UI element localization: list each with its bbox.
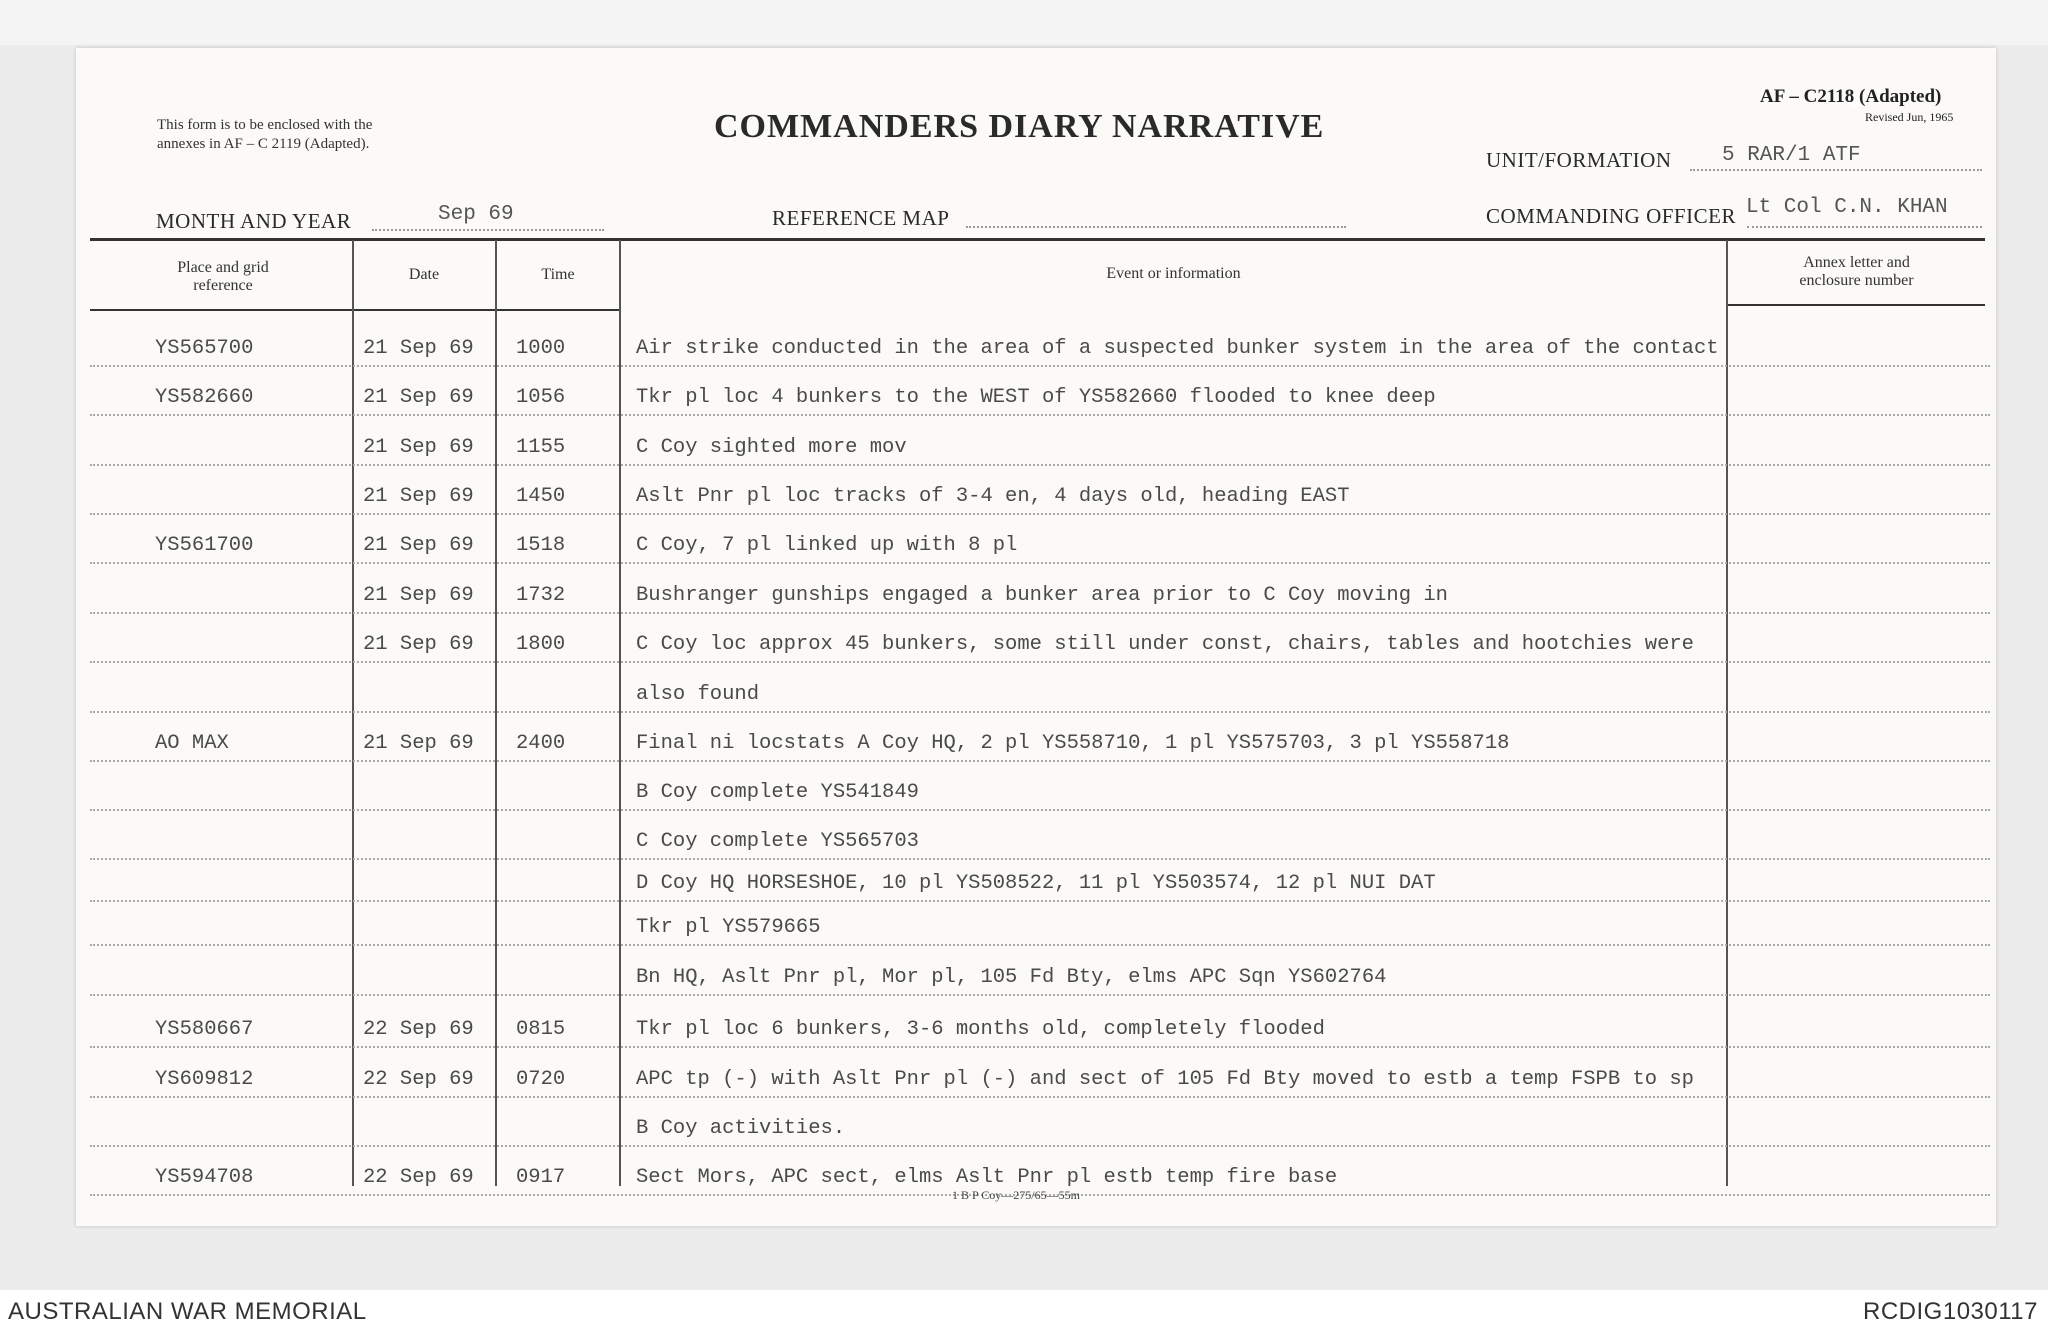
- row-time: 0917: [516, 1166, 566, 1189]
- row-rule: [90, 900, 1990, 902]
- table-row: [0, 578, 2048, 614]
- row-event: D Coy HQ HORSESHOE, 10 pl YS508522, 11 pl YS503574, 12 pl NUI DAT: [636, 872, 1436, 895]
- table-row: [0, 380, 2048, 416]
- row-rule: [90, 858, 1990, 860]
- month-year-label: MONTH AND YEAR: [156, 209, 352, 233]
- table-row: [0, 430, 2048, 466]
- column-header-place-line-1: Place and grid: [177, 259, 269, 276]
- row-rule: [90, 1096, 1990, 1098]
- table-row: [0, 824, 2048, 860]
- row-place: YS582660: [155, 386, 254, 409]
- row-place: YS580667: [155, 1018, 254, 1041]
- row-date: 21 Sep 69: [363, 485, 474, 508]
- row-date: 21 Sep 69: [363, 584, 474, 607]
- row-event: Bn HQ, Aslt Pnr pl, Mor pl, 105 Fd Bty, elms APC Sqn YS602764: [636, 966, 1387, 989]
- row-event: C Coy complete YS565703: [636, 830, 919, 853]
- column-header-time: Time: [541, 266, 575, 283]
- row-time: 1800: [516, 633, 566, 656]
- row-date: 22 Sep 69: [363, 1166, 474, 1189]
- form-number: AF – C2118 (Adapted): [1760, 86, 1942, 107]
- row-event: C Coy loc approx 45 bunkers, some still under const, chairs, tables and hootchies were: [636, 633, 1694, 656]
- row-date: 21 Sep 69: [363, 633, 474, 656]
- row-event: Tkr pl YS579665: [636, 916, 821, 939]
- row-rule: [90, 711, 1990, 713]
- table-header-rule-right: [1728, 304, 1985, 306]
- table-row: [0, 866, 2048, 902]
- unit-formation-label: UNIT/FORMATION: [1486, 148, 1672, 172]
- column-header-annex-line-1: Annex letter and: [1803, 254, 1910, 271]
- printer-code: 1 B P Coy—275/65—55m: [952, 1188, 1080, 1202]
- unit-formation-line: [1690, 169, 1982, 171]
- table-row: [0, 910, 2048, 946]
- row-time: 1450: [516, 485, 566, 508]
- archive-name: AUSTRALIAN WAR MEMORIAL: [8, 1298, 367, 1325]
- row-rule: [90, 414, 1990, 416]
- row-event: Bushranger gunships engaged a bunker area prior to C Coy moving in: [636, 584, 1448, 607]
- table-row: [0, 960, 2048, 996]
- row-time: 1000: [516, 337, 566, 360]
- scan-border-top: [0, 0, 2048, 45]
- column-header-date: Date: [408, 266, 440, 283]
- row-event: also found: [636, 683, 760, 706]
- table-row: [0, 775, 2048, 811]
- table-header-rule-left: [90, 309, 620, 311]
- table-row: [0, 677, 2048, 713]
- form-note-line-1: This form is to be enclosed with the: [157, 117, 373, 133]
- month-year-line: [372, 229, 604, 231]
- row-date: 21 Sep 69: [363, 436, 474, 459]
- row-event: Tkr pl loc 6 bunkers, 3-6 months old, completely flooded: [636, 1018, 1325, 1041]
- archive-record-id: RCDIG1030117: [1863, 1298, 2038, 1325]
- month-year-value: Sep 69: [438, 203, 514, 226]
- reference-map-label: REFERENCE MAP: [772, 206, 950, 230]
- table-row: [0, 479, 2048, 515]
- row-event: C Coy, 7 pl linked up with 8 pl: [636, 534, 1018, 557]
- table-row: [0, 1062, 2048, 1098]
- column-header-event: Event or information: [1106, 265, 1241, 282]
- column-header-annex-line-2: enclosure number: [1799, 272, 1914, 289]
- row-date: 22 Sep 69: [363, 1068, 474, 1091]
- commanding-officer-value: Lt Col C.N. KHAN: [1746, 196, 1948, 219]
- row-date: 21 Sep 69: [363, 386, 474, 409]
- table-row: [0, 1111, 2048, 1147]
- row-rule: [90, 1145, 1990, 1147]
- row-time: 0815: [516, 1018, 566, 1041]
- row-time: 1056: [516, 386, 566, 409]
- row-rule: [90, 994, 1990, 996]
- table-row: [0, 1012, 2048, 1048]
- row-rule: [90, 1046, 1990, 1048]
- row-place: YS609812: [155, 1068, 254, 1091]
- row-rule: [90, 513, 1990, 515]
- row-event: Tkr pl loc 4 bunkers to the WEST of YS582660 flooded to knee deep: [636, 386, 1436, 409]
- row-place: AO MAX: [155, 732, 229, 755]
- table-row: [0, 528, 2048, 564]
- row-event: Air strike conducted in the area of a suspected bunker system in the area of the contact: [636, 337, 1719, 360]
- row-rule: [90, 612, 1990, 614]
- row-rule: [90, 464, 1990, 466]
- unit-formation-value: 5 RAR/1 ATF: [1722, 144, 1861, 167]
- row-event: APC tp (-) with Aslt Pnr pl (-) and sect of 105 Fd Bty moved to estb a temp FSPB to sp: [636, 1068, 1694, 1091]
- row-time: 0720: [516, 1068, 566, 1091]
- row-date: 22 Sep 69: [363, 1018, 474, 1041]
- row-event: B Coy activities.: [636, 1117, 846, 1140]
- row-date: 21 Sep 69: [363, 534, 474, 557]
- column-header-place-line-2: reference: [193, 277, 253, 294]
- table-row: [0, 331, 2048, 367]
- table-row: [0, 627, 2048, 663]
- row-time: 1732: [516, 584, 566, 607]
- row-rule: [90, 365, 1990, 367]
- row-event: Final ni locstats A Coy HQ, 2 pl YS558710, 1 pl YS575703, 3 pl YS558718: [636, 732, 1510, 755]
- row-rule: [90, 809, 1990, 811]
- row-date: 21 Sep 69: [363, 732, 474, 755]
- row-place: YS561700: [155, 534, 254, 557]
- reference-map-line: [966, 226, 1346, 228]
- table-top-rule: [90, 238, 1985, 241]
- row-event: Aslt Pnr pl loc tracks of 3-4 en, 4 days old, heading EAST: [636, 485, 1350, 508]
- form-note-line-2: annexes in AF – C 2119 (Adapted).: [157, 136, 370, 152]
- row-rule: [90, 562, 1990, 564]
- commanding-officer-line: [1747, 226, 1982, 228]
- column-header-place: [96, 259, 350, 295]
- row-place: YS565700: [155, 337, 254, 360]
- row-event: Sect Mors, APC sect, elms Aslt Pnr pl estb temp fire base: [636, 1166, 1338, 1189]
- revised-date: Revised Jun, 1965: [1865, 110, 1954, 124]
- row-rule: [90, 661, 1990, 663]
- row-place: YS594708: [155, 1166, 254, 1189]
- row-rule: [90, 760, 1990, 762]
- column-header-annex: [1728, 254, 1985, 290]
- row-date: 21 Sep 69: [363, 337, 474, 360]
- row-event: B Coy complete YS541849: [636, 781, 919, 804]
- row-rule: [90, 944, 1990, 946]
- row-time: 1155: [516, 436, 566, 459]
- row-event: C Coy sighted more mov: [636, 436, 907, 459]
- table-row: [0, 726, 2048, 762]
- row-time: 2400: [516, 732, 566, 755]
- commanding-officer-label: COMMANDING OFFICER: [1486, 204, 1736, 228]
- form-title: COMMANDERS DIARY NARRATIVE: [714, 108, 1325, 145]
- row-time: 1518: [516, 534, 566, 557]
